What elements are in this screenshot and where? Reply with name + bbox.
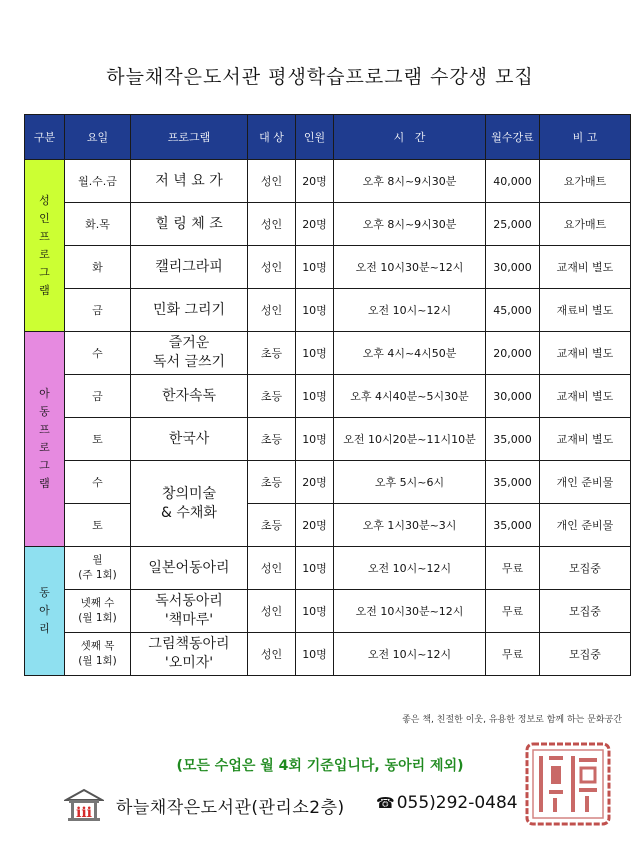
library-seal-icon [523, 740, 613, 828]
category-adult-label: 성 인 프 로 그 램 [39, 193, 50, 297]
table-header-row [25, 115, 631, 160]
category-club-label: 동 아 리 [39, 586, 50, 635]
program-line-2: '책마루' [164, 612, 214, 628]
cell-program: 힐 링 체 조 [131, 203, 248, 246]
cell-target: 성인 [248, 160, 296, 203]
cell-time: 오후 4시~4시50분 [334, 332, 486, 375]
cell-time: 오전 10시20분~11시10분 [334, 418, 486, 461]
cell-target: 성인 [248, 547, 296, 590]
cell-note: 교재비 별도 [540, 332, 631, 375]
table-row [25, 203, 631, 246]
cell-fee: 25,000 [486, 203, 540, 246]
cell-count: 20명 [296, 504, 334, 547]
header-category: 구분 [25, 115, 65, 160]
cell-fee: 30,000 [486, 375, 540, 418]
cell-note: 교재비 별도 [540, 418, 631, 461]
table-row [25, 633, 631, 676]
cell-program [131, 590, 248, 633]
cell-program: 일본어동아리 [131, 547, 248, 590]
cell-fee: 무료 [486, 547, 540, 590]
day-line-2: (월 1회) [78, 612, 117, 624]
cell-count: 10명 [296, 246, 334, 289]
header-day: 요일 [65, 115, 131, 160]
cell-time: 오전 10시30분~12시 [334, 590, 486, 633]
cell-note: 교재비 별도 [540, 375, 631, 418]
library-name: 하늘채작은도서관(관리소2층) [116, 798, 345, 818]
cell-target: 성인 [248, 246, 296, 289]
cell-target: 초등 [248, 418, 296, 461]
cell-day: 토 [65, 418, 131, 461]
cell-note: 개인 준비물 [540, 504, 631, 547]
cell-count: 10명 [296, 289, 334, 332]
cell-day: 월.수.금 [65, 160, 131, 203]
program-line-2: '오미자' [164, 655, 214, 671]
cell-fee: 35,000 [486, 461, 540, 504]
day-line-2: (월 1회) [78, 655, 117, 667]
cell-fee: 35,000 [486, 418, 540, 461]
cell-count: 20명 [296, 203, 334, 246]
cell-day: 수 [65, 461, 131, 504]
cell-program [131, 461, 248, 547]
cell-note: 요가매트 [540, 203, 631, 246]
cell-note: 재료비 별도 [540, 289, 631, 332]
category-club [25, 547, 65, 676]
table-row [25, 289, 631, 332]
program-line-1: 즐거운 [168, 335, 210, 351]
phone-text: 055)292-0484 [396, 793, 518, 813]
cell-time: 오후 8시~9시30분 [334, 160, 486, 203]
cell-time: 오전 10시~12시 [334, 289, 486, 332]
cell-target: 성인 [248, 590, 296, 633]
program-line-1: 독서동아리 [155, 593, 223, 609]
cell-time: 오후 1시30분~3시 [334, 504, 486, 547]
logo-letters: iii [76, 805, 92, 821]
cell-target: 초등 [248, 332, 296, 375]
cell-day: 토 [65, 504, 131, 547]
cell-note: 모집중 [540, 547, 631, 590]
category-child-label: 아 동 프 로 그 램 [39, 387, 50, 490]
table-row [25, 332, 631, 375]
class-notice: (모든 수업은 월 4회 기준입니다, 동아리 제외) [176, 758, 464, 774]
cell-fee: 40,000 [486, 160, 540, 203]
cell-count: 10명 [296, 547, 334, 590]
cell-fee: 45,000 [486, 289, 540, 332]
program-line-1: 창의미술 [161, 485, 217, 502]
cell-time: 오후 8시~9시30분 [334, 203, 486, 246]
table-row [25, 246, 631, 289]
cell-fee: 무료 [486, 590, 540, 633]
schedule-table [24, 114, 631, 676]
cell-program: 저 녁 요 가 [131, 160, 248, 203]
library-logo-icon [64, 788, 104, 822]
cell-note: 개인 준비물 [540, 461, 631, 504]
cell-day [65, 547, 131, 590]
cell-time: 오후 5시~6시 [334, 461, 486, 504]
cell-count: 10명 [296, 633, 334, 676]
header-fee: 월수강료 [486, 115, 540, 160]
phone-icon: ☎ [376, 794, 395, 812]
table-row [25, 504, 631, 547]
cell-target: 초등 [248, 461, 296, 504]
cell-target: 성인 [248, 203, 296, 246]
cell-time: 오전 10시30분~12시 [334, 246, 486, 289]
program-line-2: 독서 글쓰기 [152, 354, 226, 370]
cell-fee: 20,000 [486, 332, 540, 375]
table-row [25, 375, 631, 418]
day-line-1: 셋째 목 [80, 640, 115, 652]
cell-count: 10명 [296, 375, 334, 418]
table-row [25, 547, 631, 590]
cell-day: 금 [65, 289, 131, 332]
table-row [25, 590, 631, 633]
cell-time: 오전 10시~12시 [334, 633, 486, 676]
cell-program: 한자속독 [131, 375, 248, 418]
cell-fee: 무료 [486, 633, 540, 676]
phone-number [376, 793, 518, 813]
cell-note: 모집중 [540, 633, 631, 676]
cell-fee: 35,000 [486, 504, 540, 547]
table-row [25, 461, 631, 504]
day-line-1: 월 [92, 554, 103, 566]
day-line-1: 넷째 수 [80, 597, 115, 609]
day-line-2: (주 1회) [78, 569, 117, 581]
table-row [25, 160, 631, 203]
cell-count: 10명 [296, 418, 334, 461]
cell-target: 초등 [248, 504, 296, 547]
cell-note: 요가매트 [540, 160, 631, 203]
cell-count: 20명 [296, 160, 334, 203]
cell-target: 초등 [248, 375, 296, 418]
cell-day [65, 590, 131, 633]
cell-count: 20명 [296, 461, 334, 504]
cell-program [131, 332, 248, 375]
cell-count: 10명 [296, 590, 334, 633]
cell-note: 모집중 [540, 590, 631, 633]
cell-program: 캘리그라피 [131, 246, 248, 289]
cell-time: 오후 4시40분~5시30분 [334, 375, 486, 418]
header-note: 비 고 [540, 115, 631, 160]
cell-time: 오전 10시~12시 [334, 547, 486, 590]
cell-program: 민화 그리기 [131, 289, 248, 332]
category-child [25, 332, 65, 547]
program-line-1: 그림책동아리 [148, 636, 230, 652]
cell-day: 화 [65, 246, 131, 289]
cell-day [65, 633, 131, 676]
cell-count: 10명 [296, 332, 334, 375]
program-line-2: & 수채화 [161, 504, 217, 521]
header-time: 시 간 [334, 115, 486, 160]
cell-day: 수 [65, 332, 131, 375]
cell-note: 교재비 별도 [540, 246, 631, 289]
cell-target: 성인 [248, 633, 296, 676]
category-adult [25, 160, 65, 332]
cell-program [131, 633, 248, 676]
page-title: 하늘채작은도서관 평생학습프로그램 수강생 모집 [106, 66, 534, 88]
table-row [25, 418, 631, 461]
cell-program: 한국사 [131, 418, 248, 461]
cell-day: 금 [65, 375, 131, 418]
header-target: 대 상 [248, 115, 296, 160]
cell-target: 성인 [248, 289, 296, 332]
cell-fee: 30,000 [486, 246, 540, 289]
header-program: 프로그램 [131, 115, 248, 160]
cell-day: 화.목 [65, 203, 131, 246]
header-count: 인원 [296, 115, 334, 160]
library-slogan: 좋은 책, 친절한 이웃, 유용한 정보로 함께 하는 문화공간 [402, 715, 622, 725]
